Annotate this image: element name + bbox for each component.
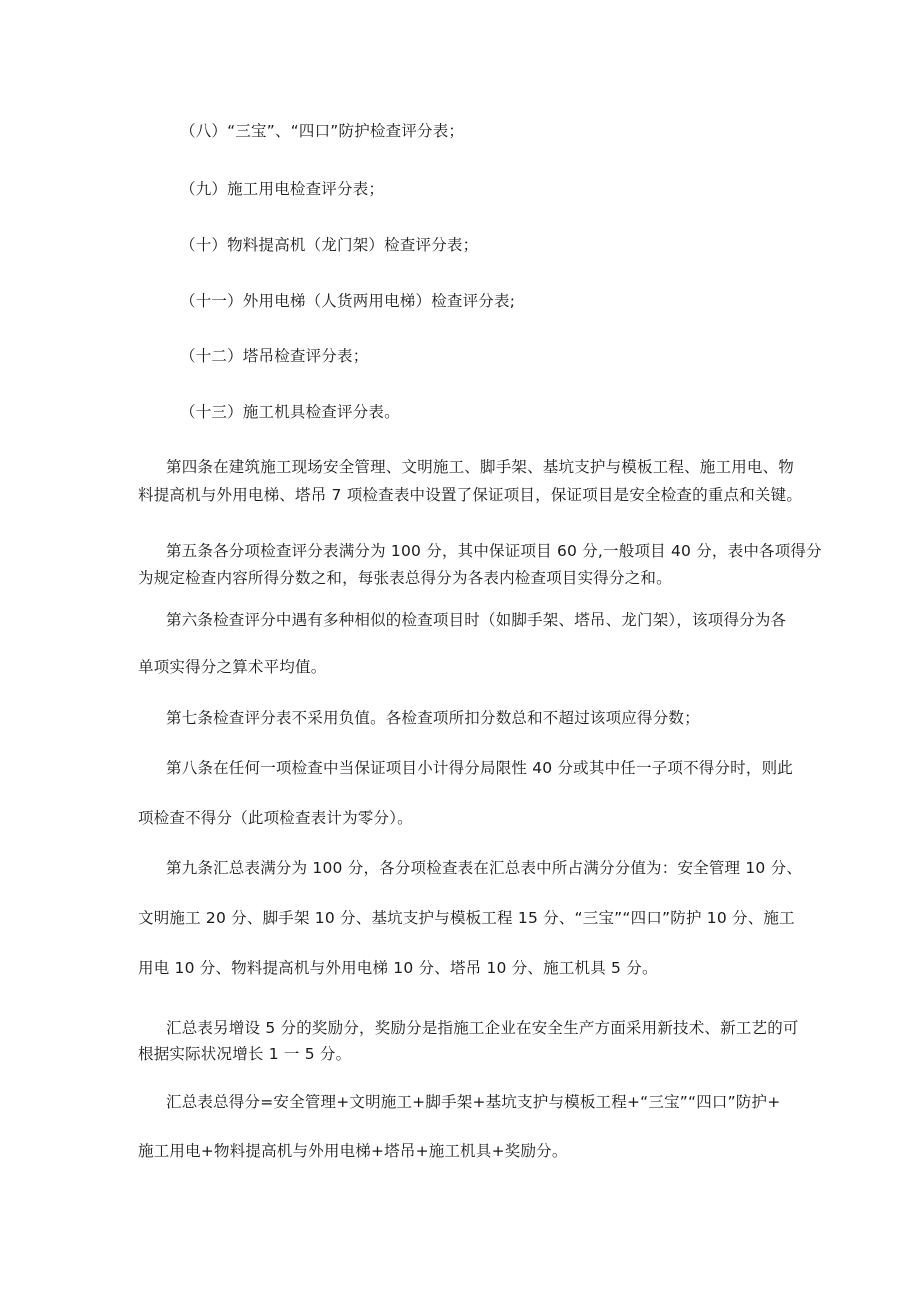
list-item-9: （九）施工用电检查评分表； — [180, 180, 385, 198]
total-line-1: 汇总表总得分=安全管理+文明施工+脚手架+基坑支护与模板工程+“三宝”“四口”防护+ — [166, 1093, 781, 1111]
bonus-line-1: 汇总表另增设 5 分的奖励分，奖励分是指施工企业在安全生产方面采用新技术、新工艺的可 — [166, 1019, 799, 1037]
list-item-13: （十三）施工机具检查评分表。 — [180, 403, 400, 421]
article-9-line-1: 第九条汇总表满分为 100 分，各分项检查表在汇总表中所占满分分值为：安全管理 10 分、 — [166, 859, 803, 877]
list-item-12: （十二）塔吊检查评分表； — [180, 347, 369, 365]
total-line-2: 施工用电+物料提高机与外用电梯+塔吊+施工机具+奖励分。 — [138, 1142, 568, 1160]
article-4-line-2: 料提高机与外用电梯、塔吊 7 项检查表中设置了保证项目，保证项目是安全检查的重点和关键。 — [138, 486, 803, 504]
article-5-line-1: 第五条各分项检查评分表满分为 100 分，其中保证项目 60 分,一般项目 40 分，表中各项得分 — [166, 542, 822, 560]
article-6-line-2: 单项实得分之算术平均值。 — [138, 658, 327, 676]
article-9-line-3: 用电 10 分、物料提高机与外用电梯 10 分、塔吊 10 分、施工机具 5 分。 — [138, 959, 658, 977]
article-5-line-2: 为规定检查内容所得分数之和，每张表总得分为各表内检查项目实得分之和。 — [138, 569, 672, 587]
bonus-line-2: 根据实际状况增长 1 一 5 分。 — [138, 1045, 352, 1063]
article-8-line-1: 第八条在任何一项检查中当保证项目小计得分局限性 40 分或其中任一子项不得分时，则此 — [166, 759, 793, 777]
list-item-11: （十一）外用电梯（人货两用电梯）检查评分表; — [180, 292, 516, 310]
article-4-line-1: 第四条在建筑施工现场安全管理、文明施工、脚手架、基坑支护与模板工程、施工用电、物 — [166, 458, 795, 476]
article-8-line-2: 项检查不得分（此项检查表计为零分）。 — [138, 809, 413, 827]
article-6-line-1: 第六条检查评分中遇有多种相似的检查项目时（如脚手架、塔吊、龙门架），该项得分为各 — [166, 611, 787, 629]
list-item-8: （八）“三宝”、“四口”防护检查评分表； — [180, 122, 465, 140]
list-item-10: （十）物料提高机（龙门架）检查评分表； — [180, 236, 479, 254]
article-9-line-2: 文明施工 20 分、脚手架 10 分、基坑支护与模板工程 15 分、“三宝”“四口”防护 10 分、施工 — [138, 909, 795, 927]
article-7-line-1: 第七条检查评分表不采用负值。各检查项所扣分数总和不超过该项应得分数； — [166, 709, 700, 727]
